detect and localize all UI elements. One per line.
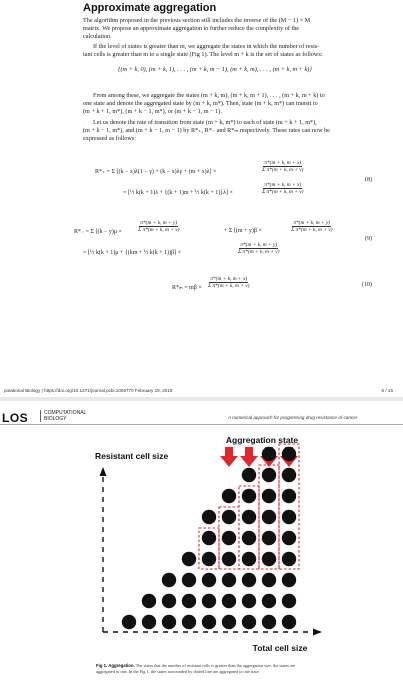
paper-page-7 [0, 401, 403, 700]
text-line: The algorithm proposed in the previous section still includes the inverse of the (M − 1) × M [83, 17, 311, 24]
text-line: matrix. We propose an approximate aggregation to further reduce the complexity of the [83, 25, 300, 33]
equation-10-tag: (10) [362, 282, 372, 288]
equation-9-tag: (9) [365, 236, 372, 242]
figure-y-axis-label: Resistant cell size [95, 451, 169, 461]
text-line: (m + k − 1, m*), and (m + k − 1, m − 1) by R*₊, R*₋ and R*ₘ respectively. These rates can now be [83, 127, 330, 135]
figure-caption-label: Fig 1. Aggregation. [96, 663, 135, 668]
equation-8-fraction-1: $\frac{\pi*(m + k, m + x)}{\text{Σ π*(m + k, m + v)}}$ [262, 160, 304, 173]
figure-title-aggregation-state: Aggregation state [225, 435, 299, 445]
paragraph-aggregate [83, 92, 343, 117]
header-divider [0, 424, 403, 425]
equation-8-tag: (8) [365, 177, 372, 183]
equation-10-fraction: $\frac{\pi*(m + k, m + x)}{\text{Σ π*(m + k, m + v)}}$ [208, 276, 250, 289]
figure-caption [96, 663, 356, 675]
text-line: expressed as follows: [83, 135, 136, 143]
text-line: calculation. [83, 33, 112, 41]
text-line: Let us denote the rate of transition from state (m + k, m*) to each of state (m + k + 1, m*), [93, 119, 317, 126]
paragraph-rates [83, 119, 343, 144]
state-set-expression: {(m + k, 0), (m + k, 1), . . . , (m + k, m − 1), (m + k, m), . . . , (m + k, m + k)} [118, 66, 312, 73]
equation-8-line-1: R*₊ = Σ [(k − x)λ(1 − γ) + (k − x)λγ + (m + x)λ] × [95, 169, 217, 175]
text-line: one state and denote the aggregated state by (m + k, m*). Then, state (m + k, m*) can transit to [83, 100, 318, 108]
equation-9-mid: + Σ [(m + y)β × [224, 228, 262, 234]
equation-8-fraction-2: $\frac{\pi*(m + k, m + x)}{\text{Σ π*(m + k, m + v)}}$ [262, 182, 304, 195]
equation-9-line-2: = [½ k(k + 1)μ + {(km + ½ k(k + 1))β] × [83, 250, 182, 256]
figure-caption-text: The states that the number of resistant cells is greater than the aggregation size, the states are [134, 663, 296, 668]
equation-9-line-1: R*₋ = Σ [(k − y)μ × [74, 229, 123, 235]
journal-logo: LOS [2, 411, 29, 425]
equation-9-fraction-3: $\frac{\pi*(m + k, m + y)}{\text{Σ π*(m + k, m + v)}}$ [238, 242, 280, 255]
text-line: From among these, we aggregate the states (m + k, m), (m + k, m + 1), . . . , (m + k, m + k) to [93, 92, 325, 99]
text-line: If the level of states is greater than m, we aggregate the states in which the number of resis- [93, 43, 320, 50]
running-head: A numerical approach for progressing drug resistance of cancer [228, 415, 358, 420]
figure-x-axis-label: Total cell size [252, 643, 308, 653]
paragraph-intro [83, 17, 343, 42]
page-footer-citation: putational Biology | https://doi.org/10.1371/journal.pcbi.1006770 February 19, 2019 [4, 388, 173, 393]
text-line: tant cells is greater than m to a single state (Fig 1). The level m + k is the set of states as follows: [83, 51, 323, 59]
text-line: (m + k + 1, m*), (m + k − 1, m*), or (m + k − 1, m − 1). [83, 108, 222, 116]
figure-caption-text: aggregated to one. In the Fig 1, the states surrounded by dotted line are aggregated to one state [96, 669, 259, 674]
equation-9-fraction-2: $\frac{\pi*(m + k, m + y)}{\text{Σ π*(m + k, m + v)}}$ [291, 220, 333, 233]
journal-logo-subtitle: COMPUTATIONAL BIOLOGY [40, 410, 86, 422]
equation-9-fraction-1: $\frac{\pi*(m + k, m + y)}{\text{Σ π*(m + k, m + v)}}$ [138, 220, 180, 233]
page-number: 6 / 15 [381, 388, 393, 393]
section-title: Approximate aggregation [83, 2, 217, 14]
equation-8-line-2: = [½ k(k + 1)λ + {(k + 1)m + ½ k(k + 1)}λ] × [123, 190, 233, 196]
paragraph-level [83, 43, 343, 59]
equation-10-line: R*ₘ = mβ × [172, 285, 202, 291]
